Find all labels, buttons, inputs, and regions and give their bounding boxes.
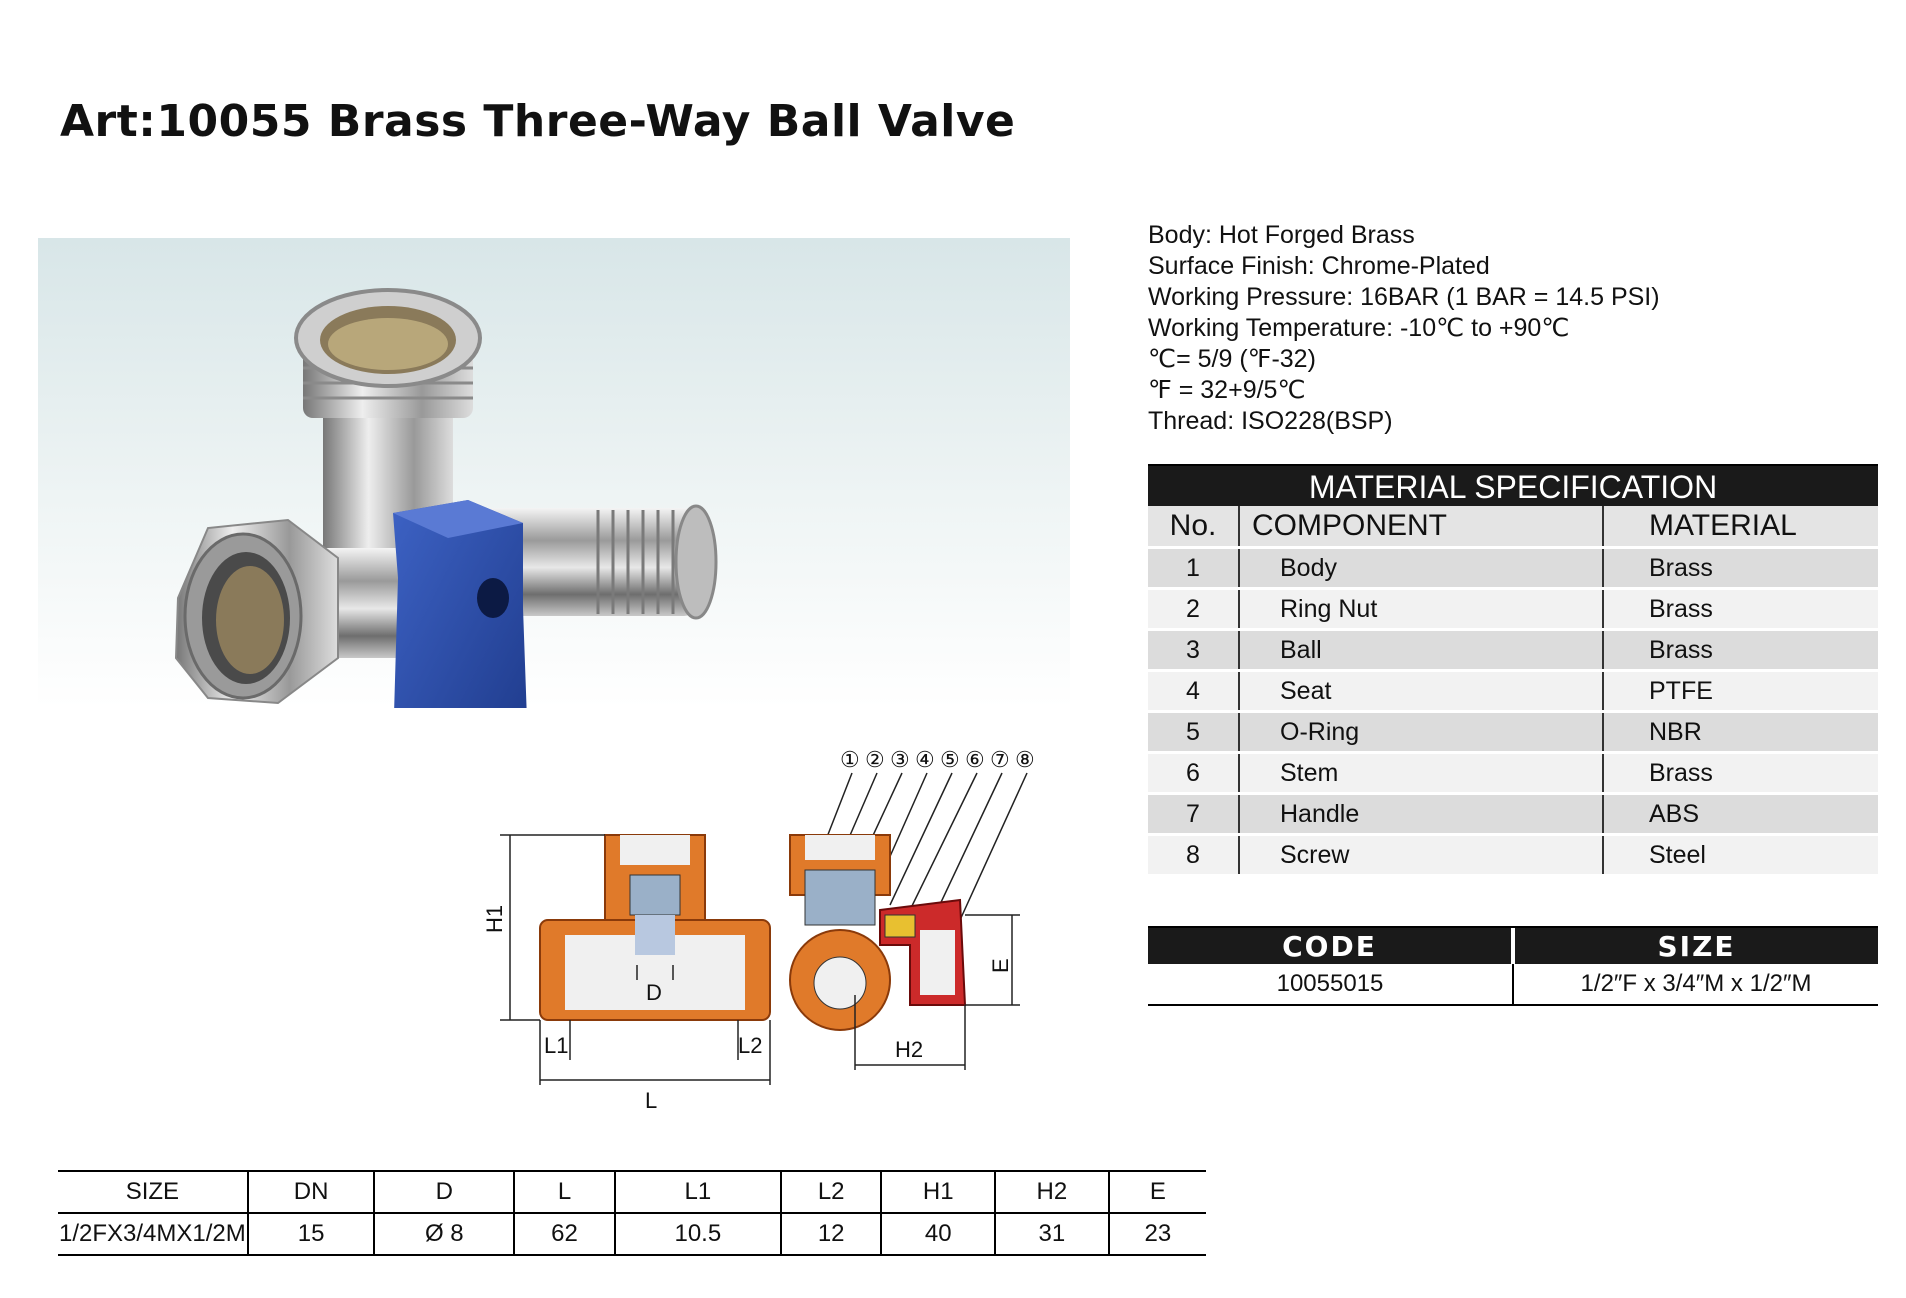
- callout-7: ⑦: [990, 747, 1010, 772]
- label-l: L: [645, 1088, 658, 1113]
- dimension-table: [58, 1170, 1206, 1256]
- callout-3: ③: [890, 747, 910, 772]
- header-size: SIZE: [58, 1171, 248, 1213]
- label-l2: L2: [738, 1033, 763, 1058]
- header-dn: DN: [248, 1171, 375, 1213]
- material-spec-table: [1148, 464, 1878, 877]
- spec-temperature: Working Temperature: -10℃ to +90℃: [1148, 314, 1570, 342]
- value-l2: 12: [781, 1213, 882, 1255]
- row-material: Brass: [1603, 548, 1878, 589]
- row-material: Brass: [1603, 589, 1878, 630]
- table-row: [1148, 794, 1878, 835]
- technical-drawing: [480, 735, 1080, 1125]
- row-no: 8: [1148, 835, 1239, 876]
- callout-numbers: [840, 747, 1035, 772]
- table-row: [1148, 548, 1878, 589]
- spec-body: Body: Hot Forged Brass: [1148, 221, 1415, 249]
- row-no: 6: [1148, 753, 1239, 794]
- spec-finish: Surface Finish: Chrome-Plated: [1148, 252, 1490, 280]
- row-no: 5: [1148, 712, 1239, 753]
- value-l: 62: [514, 1213, 615, 1255]
- value-size: 1/2FX3/4MX1/2M: [58, 1213, 248, 1255]
- row-no: 7: [1148, 794, 1239, 835]
- spec-pressure: Working Pressure: 16BAR (1 BAR = 14.5 PSI): [1148, 283, 1660, 311]
- row-material: Brass: [1603, 753, 1878, 794]
- header-size: SIZE: [1513, 928, 1878, 964]
- spec-thread: Thread: ISO228(BSP): [1148, 407, 1393, 435]
- header-component: COMPONENT: [1239, 506, 1603, 548]
- table-row: [58, 1213, 1206, 1255]
- row-material: Steel: [1603, 835, 1878, 876]
- header-h2: H2: [995, 1171, 1109, 1213]
- value-d: Ø 8: [374, 1213, 514, 1255]
- header-l1: L1: [615, 1171, 781, 1213]
- row-component: Seat: [1239, 671, 1603, 712]
- header-d: D: [374, 1171, 514, 1213]
- callout-5: ⑤: [940, 747, 960, 772]
- callout-8: ⑧: [1015, 747, 1035, 772]
- label-d: D: [646, 980, 662, 1005]
- value-h2: 31: [995, 1213, 1109, 1255]
- header-l: L: [514, 1171, 615, 1213]
- row-material: PTFE: [1603, 671, 1878, 712]
- header-material: MATERIAL: [1603, 506, 1878, 548]
- page-title: Art:10055 Brass Three-Way Ball Valve: [60, 96, 1016, 147]
- table-row: [1148, 630, 1878, 671]
- table-row: [1148, 964, 1878, 1005]
- size-value: 1/2″F x 3/4″M x 1/2″M: [1513, 964, 1878, 1005]
- row-component: Ball: [1239, 630, 1603, 671]
- spec-celsius-formula: ℃= 5/9 (℉-32): [1148, 345, 1316, 373]
- row-component: Handle: [1239, 794, 1603, 835]
- side-view: [790, 835, 1020, 1070]
- table-row: [1148, 671, 1878, 712]
- row-component: Ring Nut: [1239, 589, 1603, 630]
- code-value: 10055015: [1148, 964, 1513, 1005]
- callout-6: ⑥: [965, 747, 985, 772]
- value-h1: 40: [881, 1213, 995, 1255]
- label-h1: H1: [482, 904, 507, 933]
- row-no: 2: [1148, 589, 1239, 630]
- row-component: Stem: [1239, 753, 1603, 794]
- material-header-row: [1148, 506, 1878, 548]
- row-component: Body: [1239, 548, 1603, 589]
- header-no: No.: [1148, 506, 1239, 548]
- code-size-table: [1148, 926, 1878, 1006]
- header-e: E: [1109, 1171, 1206, 1213]
- label-e: E: [988, 958, 1013, 973]
- row-no: 1: [1148, 548, 1239, 589]
- row-no: 3: [1148, 630, 1239, 671]
- label-h2: H2: [895, 1037, 924, 1062]
- row-material: Brass: [1603, 630, 1878, 671]
- label-l1: L1: [544, 1033, 569, 1058]
- value-dn: 15: [248, 1213, 375, 1255]
- spec-list: [1148, 220, 1660, 437]
- header-l2: L2: [781, 1171, 882, 1213]
- material-spec-title: MATERIAL SPECIFICATION: [1148, 464, 1878, 506]
- product-photo: [38, 238, 1070, 708]
- value-l1: 10.5: [615, 1213, 781, 1255]
- callout-4: ④: [915, 747, 935, 772]
- header-h1: H1: [881, 1171, 995, 1213]
- row-component: Screw: [1239, 835, 1603, 876]
- front-view: [482, 835, 770, 1113]
- table-row: [1148, 589, 1878, 630]
- row-component: O-Ring: [1239, 712, 1603, 753]
- row-material: ABS: [1603, 794, 1878, 835]
- callout-2: ②: [865, 747, 885, 772]
- table-row: [1148, 712, 1878, 753]
- table-row: [1148, 835, 1878, 876]
- valve-image: [38, 238, 1070, 708]
- row-no: 4: [1148, 671, 1239, 712]
- callout-1: ①: [840, 747, 860, 772]
- spec-fahrenheit-formula: ℉ = 32+9/5℃: [1148, 376, 1306, 404]
- table-row: [1148, 753, 1878, 794]
- dimension-header-row: [58, 1171, 1206, 1213]
- header-code: CODE: [1148, 928, 1513, 964]
- value-e: 23: [1109, 1213, 1206, 1255]
- row-material: NBR: [1603, 712, 1878, 753]
